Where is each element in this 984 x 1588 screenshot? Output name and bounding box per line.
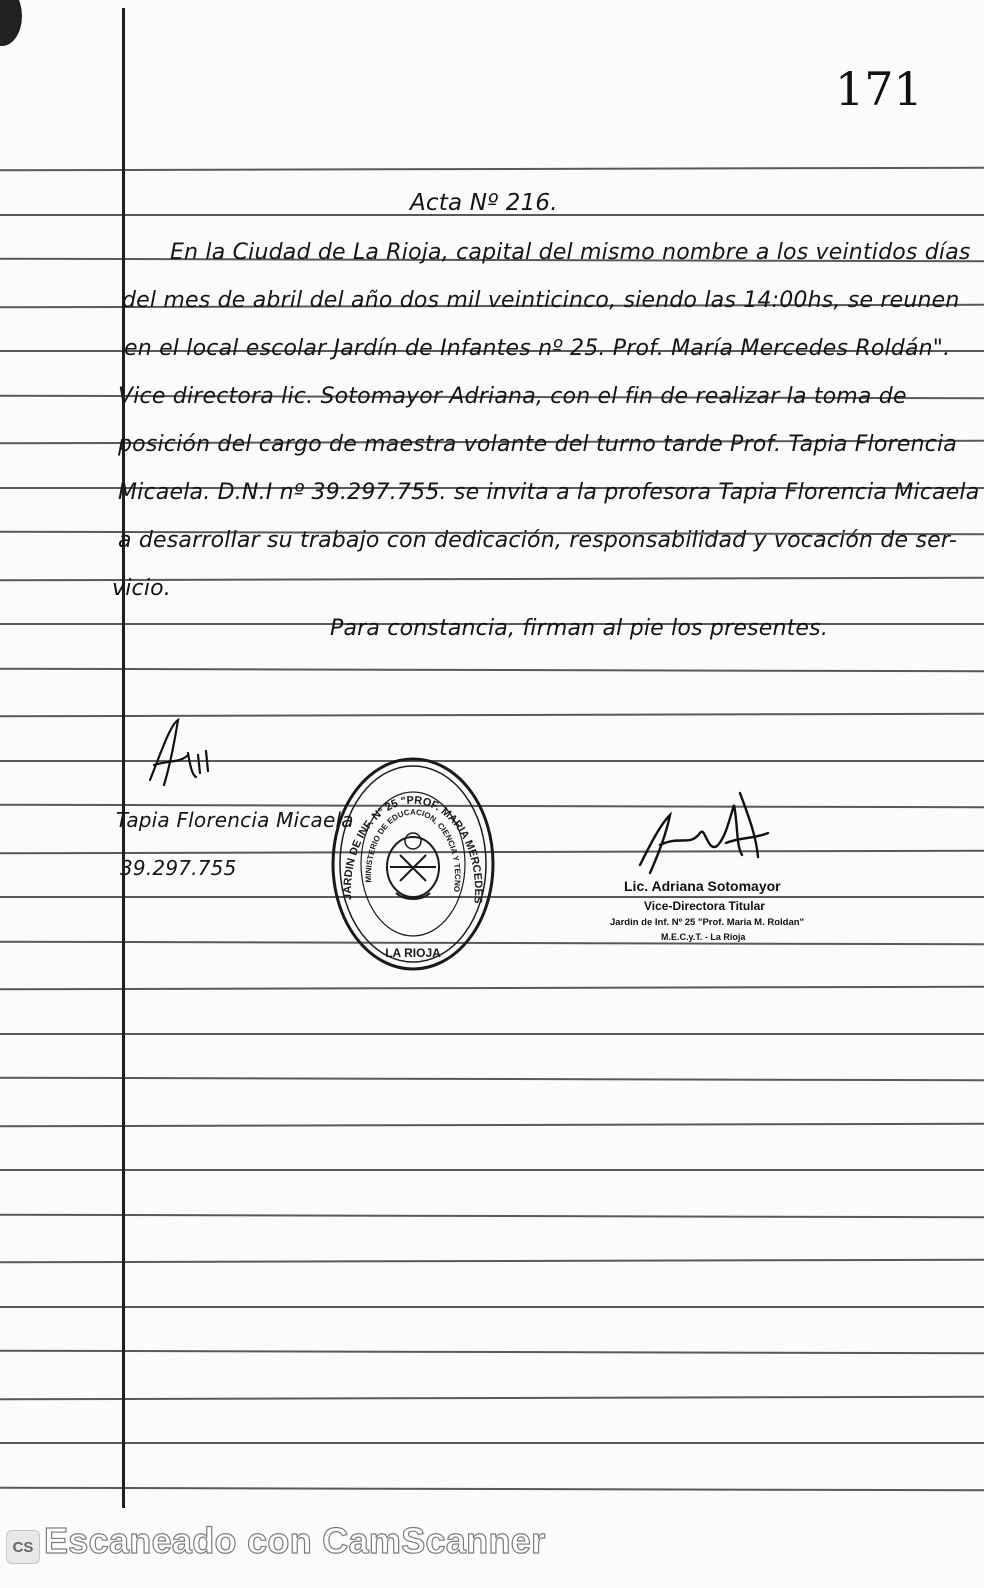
signatory-left-dni: 39.297.755 (120, 856, 237, 880)
stamp-inner-text: MINISTERIO DE EDUCACION, CIENCIA Y TECNO (363, 807, 463, 893)
ruled-line (0, 167, 984, 172)
acta-line: a desarrollar su trabajo con dedicación, responsabilidad y vocación de ser- (118, 528, 958, 553)
camscanner-badge: CS (6, 1530, 40, 1564)
ruled-line (0, 1350, 984, 1355)
ruled-line (0, 1396, 984, 1401)
ruled-line (0, 1169, 984, 1171)
ruled-line (0, 1442, 984, 1444)
signatory-left-name: Tapia Florencia Micaela (116, 808, 354, 832)
signatory-right-dept: M.E.C.y.T. - La Rioja (661, 932, 746, 942)
ruled-line (0, 668, 984, 673)
right-signature-scribble (630, 785, 775, 880)
signatory-right-school: Jardin de Inf. Nº 25 "Prof. Maria M. Roldan" (610, 917, 805, 928)
page-number: 171 (835, 62, 923, 116)
acta-line: del mes de abril del año dos mil veinticinco, siendo las 14:00hs, se reunen (122, 288, 960, 313)
stamp-bottom-text: LA RIOJA (385, 946, 441, 960)
ruled-line (0, 1259, 984, 1264)
acta-line: Micaela. D.N.I nº 39.297.755. se invita a la profesora Tapia Florencia Micaela (118, 480, 980, 505)
ruled-line (0, 986, 984, 991)
ruled-line (0, 1077, 984, 1082)
acta-line: vicio. (112, 576, 171, 601)
ruled-line (0, 1123, 984, 1128)
acta-line: Vice directora lic. Sotomayor Adriana, con el fin de realizar la toma de (118, 384, 907, 409)
left-signature-scribble (140, 715, 220, 790)
margin-line (122, 8, 125, 1508)
acta-line: En la Ciudad de La Rioja, capital del mismo nombre a los veintidos días (170, 240, 971, 265)
ruled-line (0, 1487, 984, 1492)
acta-line: posición del cargo de maestra volante del turno tarde Prof. Tapia Florencia (118, 432, 957, 457)
stamp-top-text: JARDIN DE INF. Nº 25 "PROF. MARIA MERCEDES (341, 794, 485, 905)
ruled-line (0, 1306, 984, 1308)
camscanner-watermark: Escaneado con CamScanner (44, 1520, 546, 1561)
ruled-line (0, 1033, 984, 1035)
page-corner-shadow (0, 0, 22, 46)
signatory-right-role: Vice-Directora Titular (644, 899, 765, 913)
signatory-right-name: Lic. Adriana Sotomayor (624, 878, 781, 894)
acta-closing: Para constancia, firman al pie los presentes. (330, 616, 829, 641)
school-stamp (330, 755, 496, 973)
coat-of-arms-icon (387, 833, 439, 899)
acta-title: Acta Nº 216. (410, 190, 558, 216)
ruled-line (0, 1214, 984, 1219)
acta-line: en el local escolar Jardín de Infantes nº 25. Prof. María Mercedes Roldán". (124, 336, 951, 361)
